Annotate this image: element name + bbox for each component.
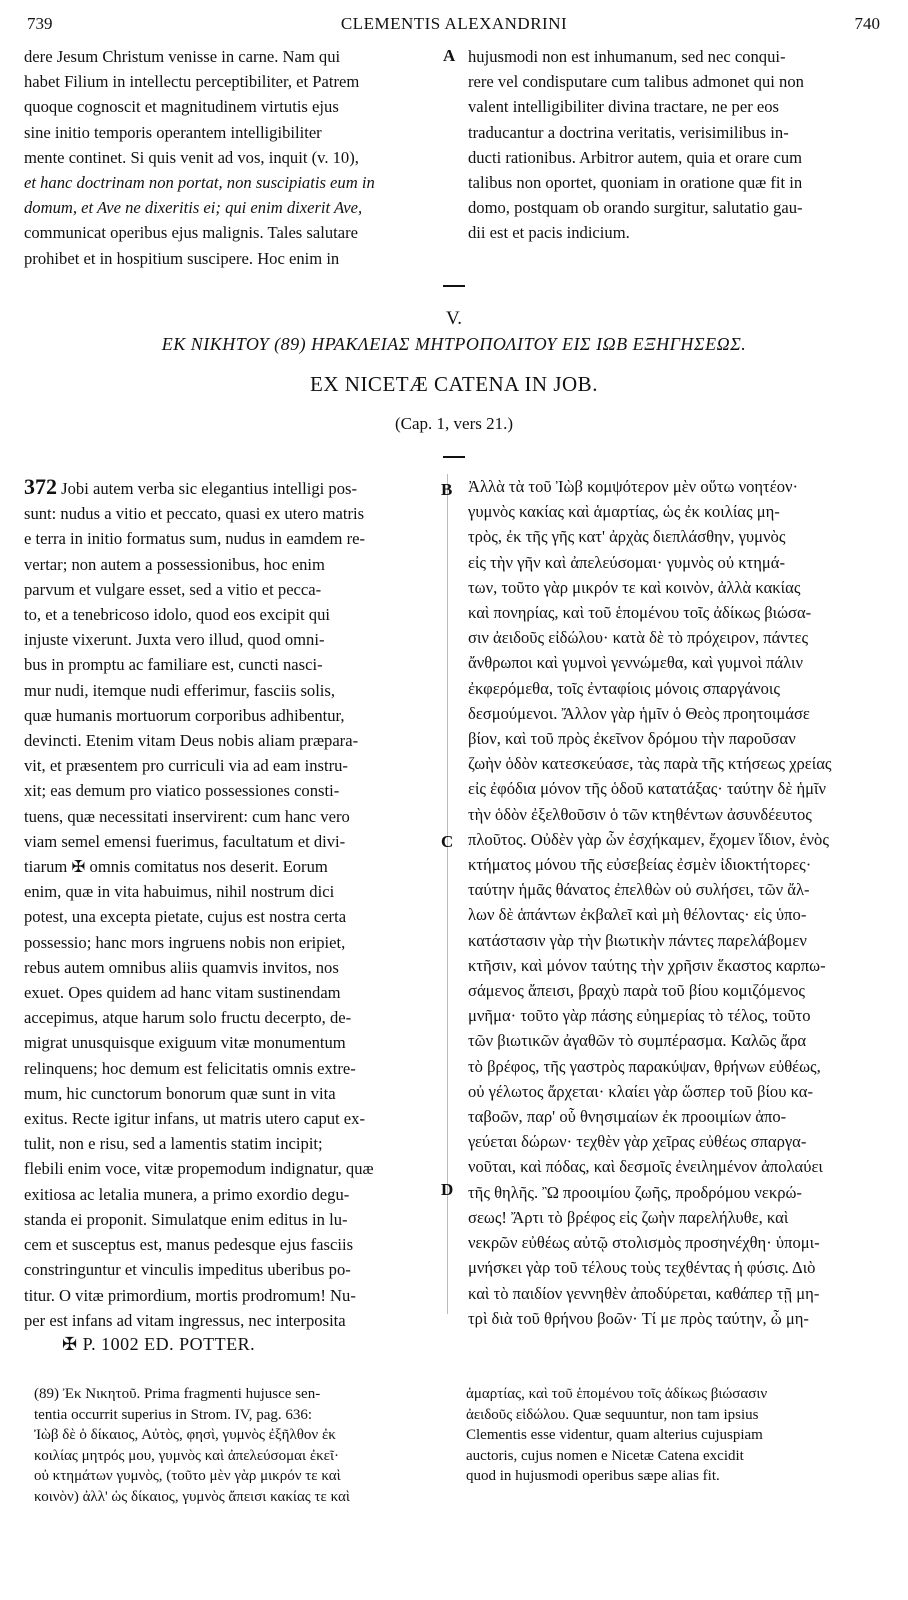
text-line: τὸ βρέφος, τῆς γαστρὸς παρακύψαν, θρήνων εὐθέως, — [468, 1056, 821, 1076]
text-line: ταβοῶν, παρ' οὗ θνησιμαίων ἐκ προοιμίων ἀπο- — [468, 1107, 787, 1127]
text-line: injuste vixerunt. Juxta vero illud, quod omni- — [24, 630, 325, 650]
text-line: quoque cognoscit et magnitudinem virtutis ejus — [24, 97, 339, 117]
text-line: τρὸς, ἐκ τῆς γῆς κατ' ἀρχὰς διεπλάσθην, γυμνὸς — [468, 527, 786, 547]
text-line: e terra in initio formatus sum, nudus in eamdem re- — [24, 529, 366, 549]
text-line: relinquens; hoc demum est felicitatis omnis extre- — [24, 1058, 356, 1078]
text-line: habet Filium in intellectu perceptibiliter, et Patrem — [24, 72, 360, 92]
text-line: potest, una excepta pietate, cujus est nostra certa — [24, 907, 347, 927]
text-line: per est infans ad vitam ingressus, nec interposita — [24, 1310, 346, 1330]
footnote-line: ἁμαρτίας, καὶ τοῦ ἑπομένου τοῖς ἀδίκως βιώσασιν — [466, 1386, 768, 1402]
top-right-column — [468, 44, 883, 246]
text-line: εἰς τὴν γῆν καὶ ἀπελεύσομαι· γυμνὸς οὐ κτημά- — [468, 552, 786, 572]
text-line: mente continet. Si quis venit ad vos, inquit (v. 10), — [24, 147, 359, 167]
text-line: bus in promptu ac familiare est, cuncti nasci- — [24, 655, 323, 675]
text-line: titur. O vitæ primordium, mortis prodromum! Nu- — [24, 1285, 356, 1305]
text-line: κατάστασιν γὰρ τὴν βιωτικὴν πάντες παρελάβομεν — [468, 930, 807, 950]
right-page-number: 740 — [854, 14, 880, 33]
text-line: εἰς ἐφόδια μόνον τῆς ὁδοῦ κατατάξας· ταύτην δὲ ἡμῖν — [468, 779, 827, 799]
text-line: ἄνθρωποι καὶ γυμνοὶ γεννώμεθα, καὶ γυμνοὶ πάλιν — [468, 653, 804, 673]
text-line: vit, et præsentem pro curriculi via ad eam instru- — [24, 756, 348, 776]
margin-letter-d: D — [441, 1180, 454, 1199]
greek-title: ΕΚ ΝΙΚΗΤΟΥ (89) ΗΡΑΚΛΕΙΑΣ ΜΗΤΡΟΠΟΛΙΤΟΥ ΕΙΣ ΙΩΒ ΕΞΗΓΗΣΕΩΣ. — [161, 334, 747, 354]
text-line: καὶ πονηρίας, καὶ τοῦ ἑπομένου τοῖς ἀδίκως βιώσα- — [468, 603, 812, 623]
text-line: standa ei proponit. Simulatque enim editus in lu- — [24, 1209, 348, 1229]
footnote-line: οὐ κτημάτων γυμνὸς, (τοῦτο μὲν γὰρ μικρόν τε καὶ — [34, 1468, 341, 1484]
text-line — [24, 474, 439, 501]
margin-letter-c: C — [441, 832, 454, 851]
running-header — [0, 14, 908, 40]
footnote-line: (89) Ἐκ Νικητοῦ. Prima fragmenti hujusce sen- — [34, 1386, 321, 1402]
text-line: τῶν βιωτικῶν ἀγαθῶν τὸ συμπέρασμα. Καλῶς ἄρα — [468, 1031, 807, 1051]
text-line: κτήματος μόνου τῆς εὐσεβείας ἐσμὲν ἰδιοκτήτορες· — [468, 855, 812, 875]
text-line: rere vel condisputare cum talibus admonet qui non — [468, 72, 804, 92]
text-line: valent intelligibiliter divina tractare, ne per eos — [468, 97, 780, 117]
potter-page-reference: ✠ P. 1002 ED. POTTER. — [62, 1334, 256, 1354]
margin-letter-b: B — [441, 480, 453, 499]
footnote-line: ἀειδοῦς εἰδώλου. Quæ sequuntur, non tam ipsius — [466, 1406, 759, 1423]
text-line: possessio; hanc mors ingruens nobis non eripiet, — [24, 932, 346, 952]
section-number: V. — [445, 308, 463, 329]
running-title: CLEMENTIS ALEXANDRINI — [340, 14, 568, 33]
footnote-line: κοινὸν) ἀλλ' ὡς δίκαιος, γυμνὸς ἄπεισι κακίας τε καὶ — [34, 1488, 350, 1505]
text-line: accepimus, atque harum solo fructu decerpto, de- — [24, 1008, 352, 1028]
text-line: domo, postquam ob orando surgitur, salutatio gau- — [468, 198, 803, 218]
footnote-line: tentia occurrit superius in Strom. IV, pag. 636: — [34, 1406, 313, 1423]
text-line: δεσμούμενοι. Ἄλλον γὰρ ἡμῖν ὁ Θεὸς προητοιμάσε — [468, 703, 810, 723]
text-line: οὐ γέλωτος ἄρχεται· κλαίει γὰρ ὥσπερ τοῦ βίου κα- — [468, 1081, 814, 1101]
footnote-line: Clementis esse videntur, quam alterius cujuspiam — [466, 1427, 763, 1443]
text-line: ducti rationibus. Arbitror autem, quia et orare cum — [468, 147, 803, 167]
text-line: talibus non oportet, quoniam in oratione quæ fit in — [468, 173, 803, 193]
text-line: flebili enim voce, vitæ propemodum indignatur, quæ — [24, 1159, 374, 1179]
text-line: σιν ἀειδοῦς εἰδώλου· κατὰ δὲ τὸ πρόχειρον, πάντες — [468, 628, 809, 648]
text-line: πλοῦτος. Οὐδὲν γὰρ ὧν ἐσχήκαμεν, ἔχομεν ἴδιον, ἑνὸς — [468, 829, 829, 849]
left-page-number: 739 — [27, 14, 53, 33]
text-line: ταύτην ἡμᾶς θάνατος ἐπελθὼν οὐ συλήσει, τῶν ἄλ- — [468, 880, 810, 900]
section-divider — [443, 456, 465, 458]
text-line: γεύεται δώρων· τεχθὲν γὰρ χεῖρας εὐθέως σπαργα- — [468, 1132, 807, 1152]
text-line: μνῆμα· τοῦτο γὰρ πάσης εὐημερίας τὸ τέλος, τοῦτο — [468, 1006, 811, 1026]
text-line: μνήσκει γὰρ τοῦ τέλους τοὺς τεχθέντας ἡ φύσις. Διὸ — [468, 1258, 816, 1278]
footnote-left — [34, 1384, 350, 1507]
text-line: dii est et pacis indicium. — [468, 223, 630, 243]
text-line: quæ humanis mortuorum corporibus adhibentur, — [24, 705, 345, 725]
text-line: parvum et vulgare esset, sed a vitio et pecca- — [24, 579, 322, 599]
text-line: exitus. Recte igitur infans, ut matris utero caput ex- — [24, 1109, 365, 1129]
text-line: mum, hic cunctorum bonorum quæ sunt in vita — [24, 1083, 336, 1103]
text-line: σάμενος ἄπεισι, βραχὺ παρὰ τοῦ βίου κομιζόμενος — [468, 981, 805, 1001]
page-marker: 372 — [24, 474, 57, 499]
text-line: τρὶ διὰ τοῦ θρήνου βοῶν· Τί με πρὸς ταύτην, ὦ μη- — [468, 1308, 809, 1328]
margin-letter-a: A — [443, 46, 456, 65]
footnote-line: Ἰὼβ δὲ ὁ δίκαιος, Αὐτὸς, φησὶ, γυμνὸς ἐξῆλθον ἐκ — [34, 1427, 336, 1443]
section-divider — [443, 285, 465, 287]
top-left-column — [24, 44, 439, 271]
text-line: sunt: nudus a vitio et peccato, quasi ex utero matris — [24, 504, 365, 524]
text-line: λων δὲ ἁπάντων ἐκβαλεῖ καὶ μὴ θέλοντας· εἰς ὑπο- — [468, 905, 807, 925]
text-line: domum, et Ave ne dixeritis ei; qui enim dixerit Ave, — [24, 198, 363, 218]
text-line: exuet. Opes quidem ad hanc vitam sustinendam — [24, 983, 341, 1003]
text-line: devincti. Etenim vitam Deus nobis aliam præpara- — [24, 731, 359, 751]
text-line: ζωὴν ὁδὸν κατεσκεύασε, τὰς παρὰ τῆς κτήσεως χρείας — [468, 754, 832, 774]
text-line: constringuntur et vinculis impeditus uberibus po- — [24, 1260, 351, 1280]
text-line: καὶ τὸ παιδίον γεννηθὲν ἀποδύρεται, καθάπερ τῇ μη- — [468, 1283, 820, 1303]
footnote-line: auctoris, cujus nomen e Nicetæ Catena excidit — [466, 1447, 744, 1464]
text-line: sine initio temporis operantem intelligibiliter — [24, 122, 322, 142]
latin-title: EX NICETÆ CATENA IN JOB. — [310, 372, 598, 396]
chapter-reference: (Cap. 1, vers 21.) — [394, 414, 514, 433]
text-line: Ἀλλὰ τὰ τοῦ Ἰὼβ κομψότερον μὲν οὕτω νοητέον· — [468, 477, 799, 496]
text-line: vertar; non autem a possessionibus, hoc enim — [24, 554, 325, 574]
text-line: γυμνὸς κακίας καὶ ἁμαρτίας, ὡς ἐκ κοιλίας μη- — [468, 502, 780, 522]
text-line: τὴν ὁδὸν ἐξελθοῦσιν ὁ τῶν κτηθέντων ἀσυνδέευτος — [468, 804, 812, 824]
text-line: cem et susceptus est, manus pedesque ejus fasciis — [24, 1235, 354, 1255]
text-line: νεκρῶν εὐθέως αὐτῷ στολισμὸς προσηνέχθη· ὑπομι- — [468, 1233, 820, 1253]
text-line: tiarum ✠ omnis comitatus nos deserit. Eorum — [24, 857, 328, 877]
text-line: xit; eas demum pro viatico possessiones consti- — [24, 781, 340, 801]
text-line: ἐκφερόμεθα, τοῖς ἐνταφίοις μόνοις σπαργάνοις — [468, 678, 780, 698]
text-line: hujusmodi non est inhumanum, sed nec conqui- — [468, 47, 786, 66]
text-line: traducantur a doctrina veritatis, verisimilibus in- — [468, 122, 789, 142]
text-line: viam semel emensi fuerimus, facultatum et divi- — [24, 831, 346, 851]
text-line: communicat operibus ejus malignis. Tales salutare — [24, 223, 359, 243]
footnote-line: quod in hujusmodi operibus sæpe alias fit. — [466, 1468, 720, 1484]
text-line: dere Jesum Christum venisse in carne. Nam qui — [24, 47, 341, 66]
text-line: τῆς θηλῆς. Ὢ προοιμίου ζωῆς, προδρόμου νεκρώ- — [468, 1182, 802, 1202]
text-line: et hanc doctrinam non portat, non suscipiatis eum in — [24, 173, 375, 193]
text-line: mur nudi, itemque nudi efferimur, fasciis solis, — [24, 680, 336, 700]
text-line: tulit, non e risu, sed a lamentis statim incipit; — [24, 1134, 323, 1154]
text-line: migrat unusquisque exiguum vitæ monumentum — [24, 1033, 346, 1053]
text-line: των, τοῦτο γὰρ μικρόν τε καὶ κοινὸν, ἀλλὰ κακίας — [468, 577, 801, 597]
footnote-line: κοιλίας μητρός μου, γυμνὸς καὶ ἀπελεύσομαι ἐκεῖ· — [34, 1447, 340, 1464]
first-line-text: Jobi autem verba sic elegantius intelligi pos- — [61, 479, 358, 498]
greek-text-column — [468, 474, 883, 1331]
text-line: enim, quæ in vita habuimus, nihil nostrum dici — [24, 882, 335, 902]
text-line: exitiosa ac letalia munera, a primo exordio degu- — [24, 1184, 350, 1204]
text-line: σεως! Ἄρτι τὸ βρέφος εἰς ζωὴν παρελήλυθε, καὶ — [468, 1207, 789, 1227]
text-line: rebus autem omnibus aliis quamvis invitos, nos — [24, 957, 339, 977]
text-line: tuens, quæ necessitati inservirent: cum hanc vero — [24, 806, 350, 826]
text-line: to, et a tenebricoso idolo, quod eos excipit qui — [24, 605, 330, 625]
latin-text-column — [24, 474, 439, 1333]
text-line: νοῦται, καὶ πόδας, καὶ δεσμοῖς ἐνειλημένον ἀπολαύει — [468, 1157, 823, 1177]
text-line: prohibet et in hospitium suscipere. Hoc enim in — [24, 248, 340, 268]
text-line: βίον, καὶ τοῦ πρὸς ἐκεῖνον δρόμου τὴν παροῦσαν — [468, 729, 796, 749]
footnote-right — [466, 1384, 767, 1487]
text-line: κτῆσιν, καὶ μόνον ταύτης τὴν χρῆσιν ἕκαστος καρπω- — [468, 955, 826, 975]
